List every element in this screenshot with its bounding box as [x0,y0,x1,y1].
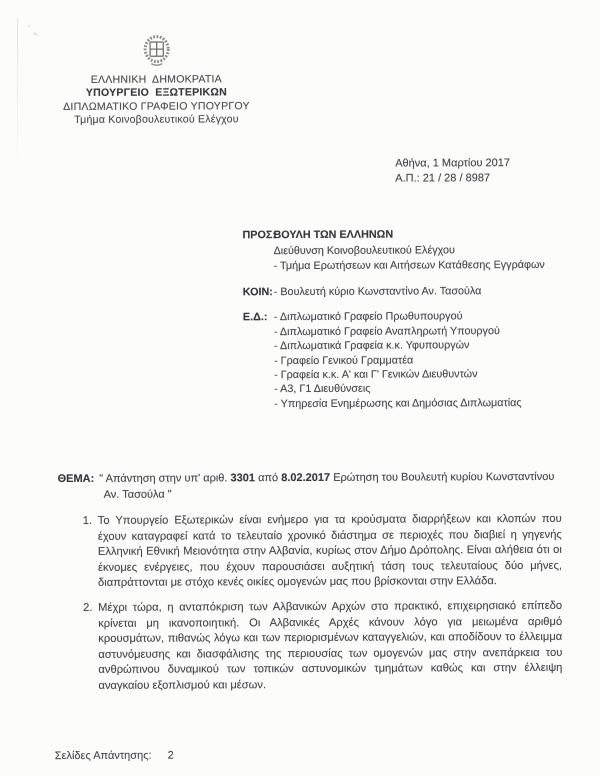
paragraph-number: 2. [83,601,93,614]
ed-item: - Γραφείο Γενικού Γραμματέα [274,354,414,367]
pros-content [273,227,544,275]
koin-recipient: - Βουλευτή κύριο Κωνσταντίνο Αν. Τασούλα [273,284,482,298]
pros-label: ΠΡΟΣ: [242,229,277,242]
subject-line [58,469,570,504]
ed-label: Ε.Δ.: [242,311,268,324]
recipients-block [242,227,545,422]
koin-section [243,284,545,301]
date-block [395,156,510,186]
paragraph-text: Το Υπουργείο Εξωτερικών είναι ενήμερο για τα κρούσματα διαρρήξεων και κλοπών που έχουν καταγραφεί κατά το τελευταίο χρονικό διάστημα σε περιοχές που διαβιεί η γηγενής Ελληνική Εθνική Μειονότητα στην Αλβανία, κυρίως στον Δήμο Δρόπολης. Είναι αλήθεια ότι οι έκνομες ενέργειες, που έχουν παρουσιάσει αυξητική τάση τους τελευταίους δύο μήνες, διαπράττονται με στόχο κενές οικίες ομογενών μας που βρίσκονται στην Ελλάδα. [97,512,562,590]
paragraph-2 [83,599,562,695]
protocol-number: Α.Π.: 21 / 28 / 8987 [395,171,491,185]
place-date: Αθήνα, 1 Μαρτίου 2017 [395,157,511,170]
pros-line: Διεύθυνση Κοινοβουλευτικού Ελέγχου [273,243,455,257]
footer [55,750,174,763]
subject-text: Ερώτηση του Βουλευτή κυρίου Κωνσταντίνου Αν. Τασούλα " [103,470,555,502]
ed-section [243,309,546,411]
pros-line: - Τμήμα Ερωτήσεων και Αιτήσεων Κατάθεσης Εγγράφων [273,259,545,273]
pros-recipient: ΒΟΥΛΗ ΤΩΝ ΕΛΛΗΝΩΝ [273,228,394,242]
footer-page-count: 2 [167,749,174,762]
letterhead-department: Τμήμα Κοινοβουλευτικού Ελέγχου [74,113,239,127]
footer-label: Σελίδες Απάντησης: [54,749,152,763]
subject-question-number: 3301 [230,472,256,485]
subject-text: " Απάντηση στην υπ' αριθ. [99,472,231,485]
letterhead [29,34,284,128]
ed-item: - Α3, Γ1 Διευθύνσεις [274,383,371,396]
ed-item: - Υπηρεσία Ενημέρωσης και Δημόσιας Διπλωματίας [274,396,522,410]
ed-item: - Διπλωματικό Γραφείο Πρωθυπουργού [273,310,463,324]
ed-item: - Γραφεία κ.κ. Α' και Γ' Γενικών Διευθυντών [274,368,478,382]
greek-coat-of-arms-icon [141,35,171,69]
ed-content [274,309,522,411]
letterhead-office: ΔΙΠΛΩΜΑΤΙΚΟ ΓΡΑΦΕΙΟ ΥΠΟΥΡΓΟΥ [63,100,250,113]
subject-question-date: 8.02.2017 [281,471,331,485]
letterhead-ministry: ΥΠΟΥΡΓΕΙΟ ΕΞΩΤΕΡΙΚΩΝ [85,86,227,100]
pros-section [242,227,544,275]
subject-label: ΘΕΜΑ: [57,472,95,486]
paragraph-1 [83,512,562,592]
paragraph-text: Μέχρι τώρα, η ανταπόκριση των Αλβανικών Αρχών στο πρακτικό, επιχειρησιακό επίπεδο κρίνεται μη ικανοποιητική. Οι Αλβανικές Αρχές κάνουν λόγο για μειωμένα αριθμό κρουσμάτων, πιθανώς λόγω και των περιορισμένων καταγγελιών, και αποδίδουν το έλλειμμα αστυνόμευσης και διασφάλισης της περιουσίας των ομογενών μας στην ανεπάρκεια του ανθρώπινου δυναμικού των τοπικών αστυνομικών τμημάτων καθώς και στην έλλειψη αναγκαίου εξοπλισμού και μέσων. [98,599,563,692]
letter-body [83,512,563,704]
paragraph-number: 1. [82,514,93,527]
ed-item: - Διπλωματικά Γραφεία κ.κ. Υφυπουργών [273,339,470,353]
subject-text: από [254,472,282,485]
letterhead-state: ΕΛΛΗΝΙΚΗ ΔΗΜΟΚΡΑΤΙΑ [90,73,222,86]
ed-item: - Διπλωματικό Γραφείο Αναπληρωτή Υπουργού [273,324,500,338]
koin-label: ΚΟΙΝ: [242,285,273,299]
